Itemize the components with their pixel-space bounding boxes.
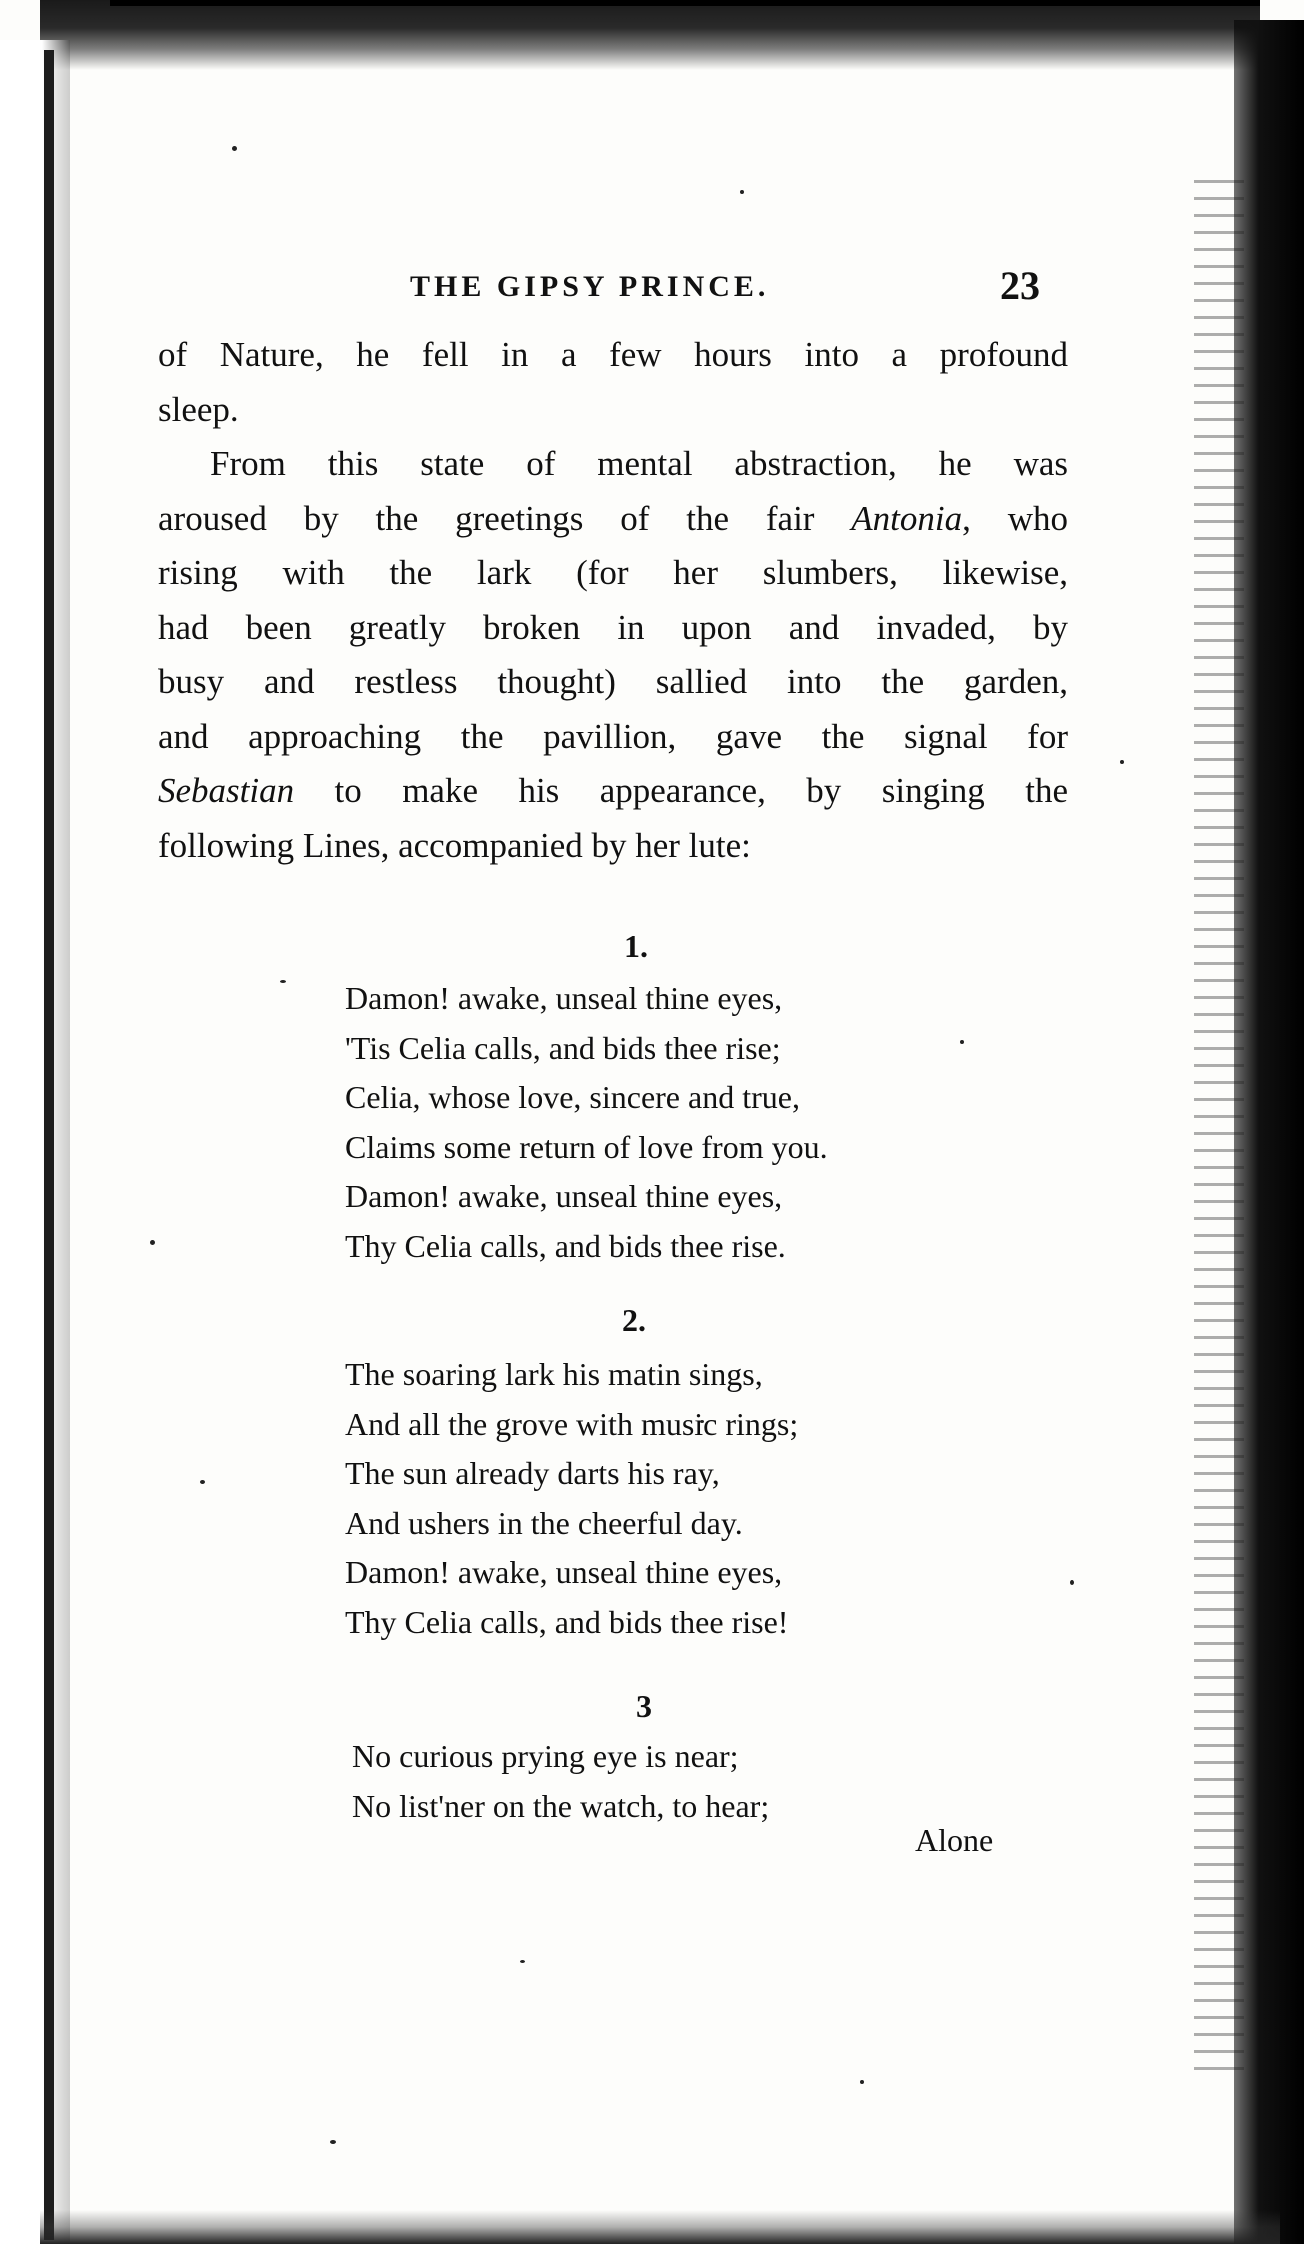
verse-line: Damon! awake, unseal thine eyes, bbox=[345, 1178, 783, 1214]
prose-name-antonia: Antonia bbox=[851, 498, 963, 538]
stanza-number: 3 bbox=[636, 1688, 652, 1724]
verse-line: And ushers in the cheerful day. bbox=[345, 1504, 743, 1541]
verse-line: Thy Celia calls, and bids thee rise. bbox=[345, 1227, 786, 1264]
verse-line: Damon! awake, unseal thine eyes, bbox=[345, 1554, 783, 1590]
verse-line: No list'ner on the watch, to hear; bbox=[352, 1787, 770, 1824]
prose-line: rising with the lark (for her slumbers, likewise, bbox=[158, 553, 1068, 592]
verse-line: 'Tis Celia calls, and bids thee rise; bbox=[345, 1029, 781, 1066]
scan-edge-left-border bbox=[44, 50, 54, 2240]
stanza-number: 2. bbox=[622, 1302, 646, 1338]
verse-line: The soaring lark his matin sings, bbox=[345, 1356, 763, 1392]
prose-line: had been greatly broken in upon and invaded, by bbox=[158, 607, 1068, 647]
prose-line: sleep. bbox=[158, 389, 239, 429]
running-head: THE GIPSY PRINCE. bbox=[410, 270, 770, 303]
catchword: Alone bbox=[915, 1822, 994, 1858]
scan-edge-right-noise bbox=[1194, 180, 1244, 2080]
scan-edge-top bbox=[40, 0, 1260, 70]
prose-line bbox=[158, 764, 1068, 819]
prose-line: From this state of mental abstraction, he was bbox=[210, 444, 1068, 483]
scan-edge-left bbox=[0, 40, 70, 2244]
stanza-2 bbox=[345, 1350, 798, 1647]
prose-text: aroused by the greetings of the fair bbox=[158, 498, 815, 538]
prose-block bbox=[158, 328, 1068, 873]
prose-text: , who bbox=[962, 498, 1068, 538]
verse-line: The sun already darts his ray, bbox=[345, 1455, 720, 1491]
verse-line: No curious prying eye is near; bbox=[352, 1738, 739, 1774]
prose-line: of Nature, he fell in a few hours into a profound bbox=[158, 335, 1068, 374]
prose-text: to make his appearance, by singing the bbox=[294, 771, 1068, 810]
scan-edge-bottom bbox=[40, 2210, 1280, 2244]
verse-line: Claims some return of love from you. bbox=[345, 1128, 828, 1165]
page-number: 23 bbox=[1000, 263, 1040, 308]
scan-edge-right bbox=[1234, 20, 1304, 2244]
verse-line: Celia, whose love, sincere and true, bbox=[345, 1079, 800, 1115]
prose-name-sebastian: Sebastian bbox=[158, 771, 295, 810]
verse-line: Damon! awake, unseal thine eyes, bbox=[345, 980, 783, 1016]
scan-edge-top-line bbox=[110, 0, 1260, 6]
prose-line: and approaching the pavillion, gave the signal for bbox=[158, 716, 1068, 756]
prose-line bbox=[158, 492, 1068, 547]
verse-line: Thy Celia calls, and bids thee rise! bbox=[345, 1603, 789, 1640]
stanza-number: 1. bbox=[624, 928, 648, 964]
prose-line: following Lines, accompanied by her lute: bbox=[158, 825, 751, 865]
stanza-3 bbox=[352, 1732, 769, 1831]
stanza-1 bbox=[345, 974, 828, 1271]
verse-line: And all the grove with music rings; bbox=[345, 1405, 799, 1442]
prose-line: busy and restless thought) sallied into the garden, bbox=[158, 662, 1068, 701]
